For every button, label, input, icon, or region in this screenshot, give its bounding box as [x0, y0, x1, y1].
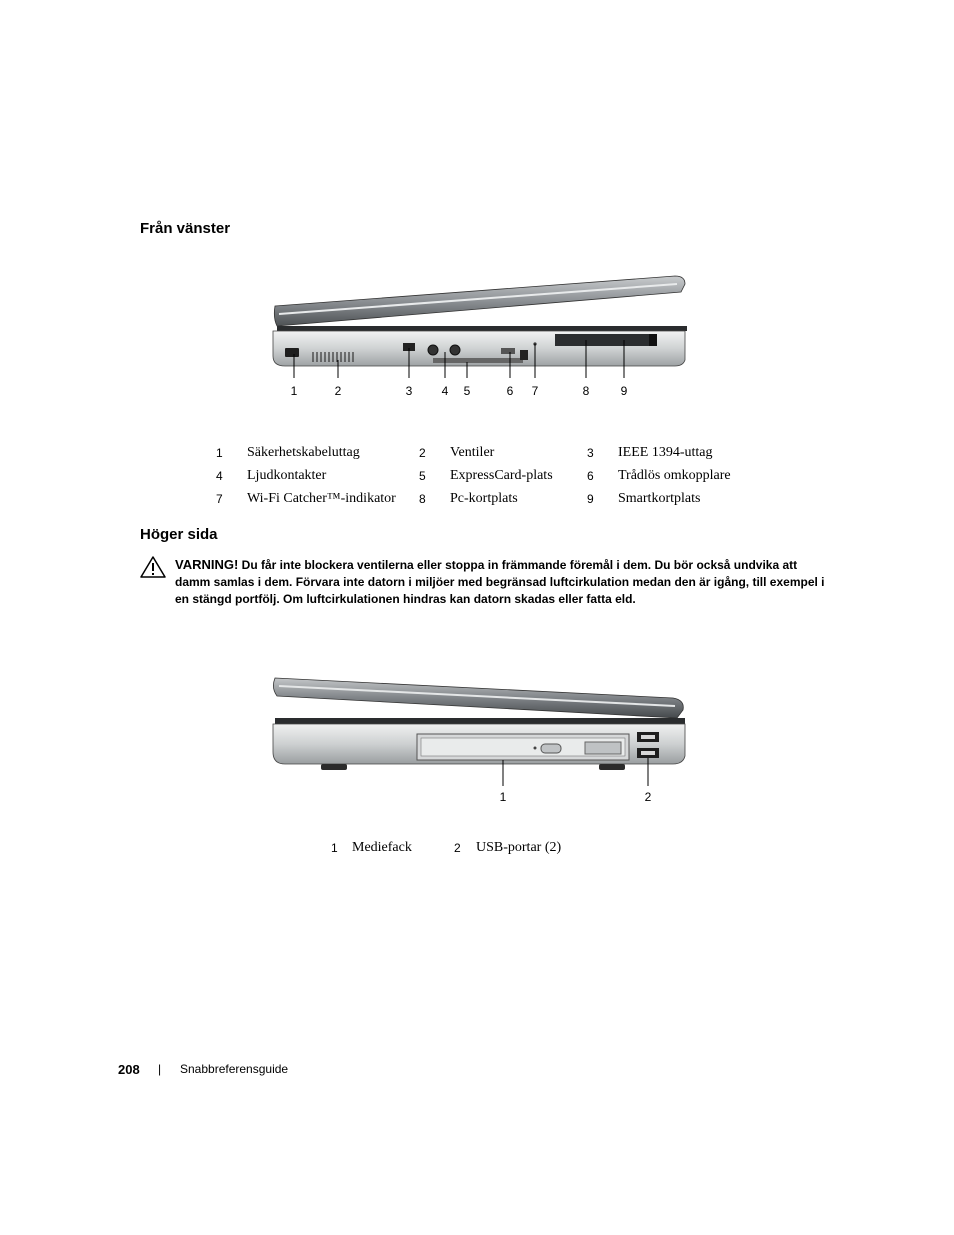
legend-number: 1	[331, 840, 338, 855]
warning-triangle-icon	[140, 556, 166, 578]
legend-number: 3	[587, 445, 594, 460]
callout-number: 2	[334, 384, 342, 398]
legend-number: 8	[419, 491, 426, 506]
legend-label: IEEE 1394-uttag	[618, 444, 713, 460]
warning-text: Du får inte blockera ventilerna eller stoppa in främmande föremål i dem. Du bör också undvika att damm samlas i dem. Förvara inte datorn i miljöer med begränsad luftcirkulation medan den är igång, till exempel i en stängd portfölj. Om luftcirkulationen hindras kan datorn skadas eller fatta eld.	[175, 558, 825, 606]
callout-number: 5	[463, 384, 471, 398]
footer-separator: |	[158, 1062, 162, 1076]
warning-label: VARNING!	[175, 557, 239, 572]
callout-number: 8	[582, 384, 590, 398]
legend-label: Trådlös omkopplare	[618, 467, 731, 483]
warning-notice	[175, 556, 825, 608]
callout-number: 4	[441, 384, 449, 398]
legend-number: 9	[587, 491, 594, 506]
legend-number: 2	[419, 445, 426, 460]
legend-number: 7	[216, 491, 223, 506]
laptop-left-side-illustration	[265, 268, 695, 378]
callout-number: 6	[506, 384, 514, 398]
legend-table-left	[216, 441, 731, 510]
table-row	[331, 836, 561, 859]
callout-number: 1	[499, 790, 507, 804]
page-number: 208	[118, 1062, 140, 1077]
footer-title: Snabbreferensguide	[180, 1062, 289, 1076]
table-row	[216, 464, 731, 487]
table-row	[216, 441, 731, 464]
table-row	[216, 487, 731, 510]
callout-number: 2	[644, 790, 652, 804]
legend-label: Ljudkontakter	[247, 467, 327, 483]
legend-table-right	[331, 836, 561, 859]
legend-label: Ventiler	[450, 444, 495, 460]
legend-label: USB-portar (2)	[476, 839, 562, 855]
legend-number: 2	[454, 840, 461, 855]
callout-number: 3	[405, 384, 413, 398]
legend-label: Pc-kortplats	[450, 490, 518, 506]
callout-number: 1	[290, 384, 298, 398]
legend-number: 5	[419, 468, 426, 483]
legend-label: ExpressCard-plats	[450, 467, 553, 483]
legend-number: 1	[216, 445, 223, 460]
laptop-right-side-illustration	[265, 668, 695, 788]
callout-number: 9	[620, 384, 628, 398]
section-heading-right: Höger sida	[140, 526, 218, 543]
legend-number: 6	[587, 468, 594, 483]
legend-number: 4	[216, 468, 223, 483]
callout-number: 7	[531, 384, 539, 398]
legend-label: Mediefack	[352, 839, 412, 855]
legend-label: Smartkortplats	[618, 490, 701, 506]
legend-label: Säkerhetskabeluttag	[247, 444, 360, 460]
legend-label: Wi-Fi Catcher™-indikator	[247, 490, 396, 506]
section-heading-left: Från vänster	[140, 220, 231, 237]
